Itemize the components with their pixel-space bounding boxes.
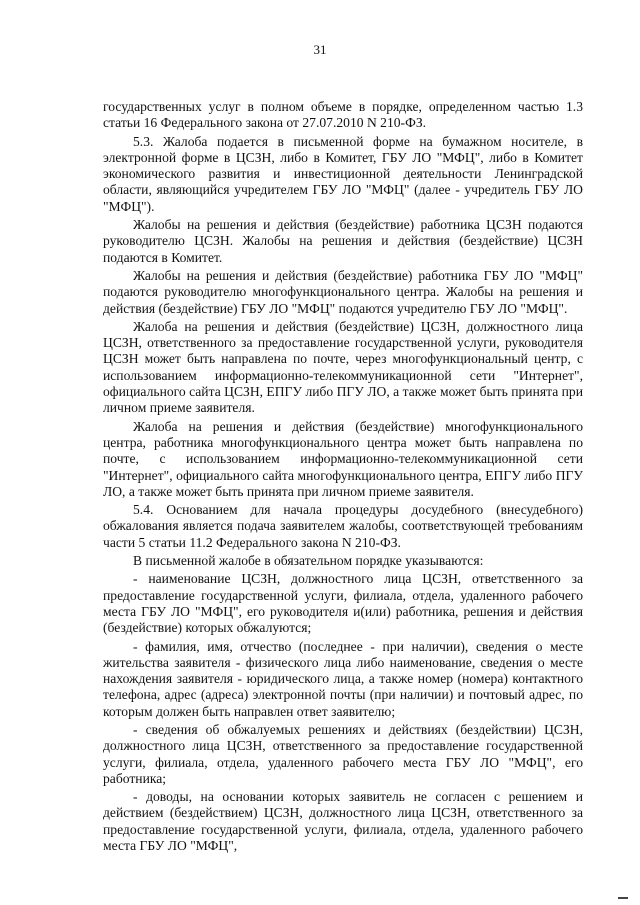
scan-corner-mark	[618, 897, 628, 899]
paragraph: В письменной жалобе в обязательном порядке указываются:	[133, 553, 484, 569]
paragraph: Жалоба на решения и действия (бездействие) многофункционального центра, работника многофункционального центра может быть направлена по почте, с использованием информационно-телекоммуникационной сети "Интернет", официального сайта многофункционального центра, ЕПГУ либо ПГУ ЛО, а также может быть принята при личном приеме заявителя.	[103, 418, 583, 499]
paragraph: Жалобы на решения и действия (бездействие) работника ЦСЗН подаются руководителю ЦСЗН. Жалобы на решения и действия (бездействие) ЦСЗН подаются в Комитет.	[103, 217, 583, 265]
paragraph: государственных услуг в полном объеме в порядке, определенном частью 1.3 статьи 16 Федерального закона от 27.07.2010 N 210-ФЗ.	[103, 99, 583, 131]
list-item: - доводы, на основании которых заявитель не согласен с решением и действием (бездействием) ЦСЗН, должностного лица ЦСЗН, ответственного за предоставление государственной услуги, филиала, отдела, удаленного рабочего места ГБУ ЛО "МФЦ",	[103, 789, 583, 854]
paragraph: 5.4. Основанием для начала процедуры досудебного (внесудебного) обжалования является подача заявителем жалобы, соответствующей требованиям части 5 статьи 11.2 Федерального закона N 210-ФЗ.	[103, 502, 583, 550]
list-item: - наименование ЦСЗН, должностного лица ЦСЗН, ответственного за предоставление государственной услуги, филиала, отдела, удаленного рабочего места ГБУ ЛО "МФЦ", его руководителя и(или) работника, решения и действия (бездействие) которых обжалуются;	[103, 571, 583, 636]
paragraph: Жалоба на решения и действия (бездействие) ЦСЗН, должностного лица ЦСЗН, ответственного за предоставление государственной услуги, руководителя ЦСЗН может быть направлена по почте, через многофункциональный центр, с использованием информационно-телекоммуникационной сети "Интернет", официального сайта ЦСЗН, ЕПГУ либо ПГУ ЛО, а также может быть принята при личном приеме заявителя.	[103, 318, 583, 416]
paragraph: Жалобы на решения и действия (бездействие) работника ГБУ ЛО "МФЦ" подаются руководителю многофункционального центра. Жалобы на решения и действия (бездействие) ГБУ ЛО "МФЦ" подаются учредителю ГБУ ЛО "МФЦ".	[103, 267, 583, 316]
document-body	[103, 99, 583, 856]
page-number: 31	[313, 42, 327, 57]
list-item: - фамилия, имя, отчество (последнее - при наличии), сведения о месте жительства заявителя - физического лица либо наименование, сведения о месте нахождения заявителя - юридического лица, а также номер (номера) контактного телефона, адрес (адреса) электронной почты (при наличии) и почтовый адрес, по которым должен быть направлен ответ заявителю;	[103, 638, 583, 719]
paragraph: 5.3. Жалоба подается в письменной форме на бумажном носителе, в электронной форме в ЦСЗН, либо в Комитет, ГБУ ЛО "МФЦ", либо в Комитет экономического развития и инвестиционной деятельности Ленинградской области, являющийся учредителем ГБУ ЛО "МФЦ" (далее - учредитель ГБУ ЛО "МФЦ").	[103, 133, 583, 214]
list-item: - сведения об обжалуемых решениях и действиях (бездействии) ЦСЗН, должностного лица ЦСЗН, ответственного за предоставление государственной услуги, филиала, отдела, удаленного рабочего места ГБУ ЛО "МФЦ", его работника;	[103, 721, 583, 786]
